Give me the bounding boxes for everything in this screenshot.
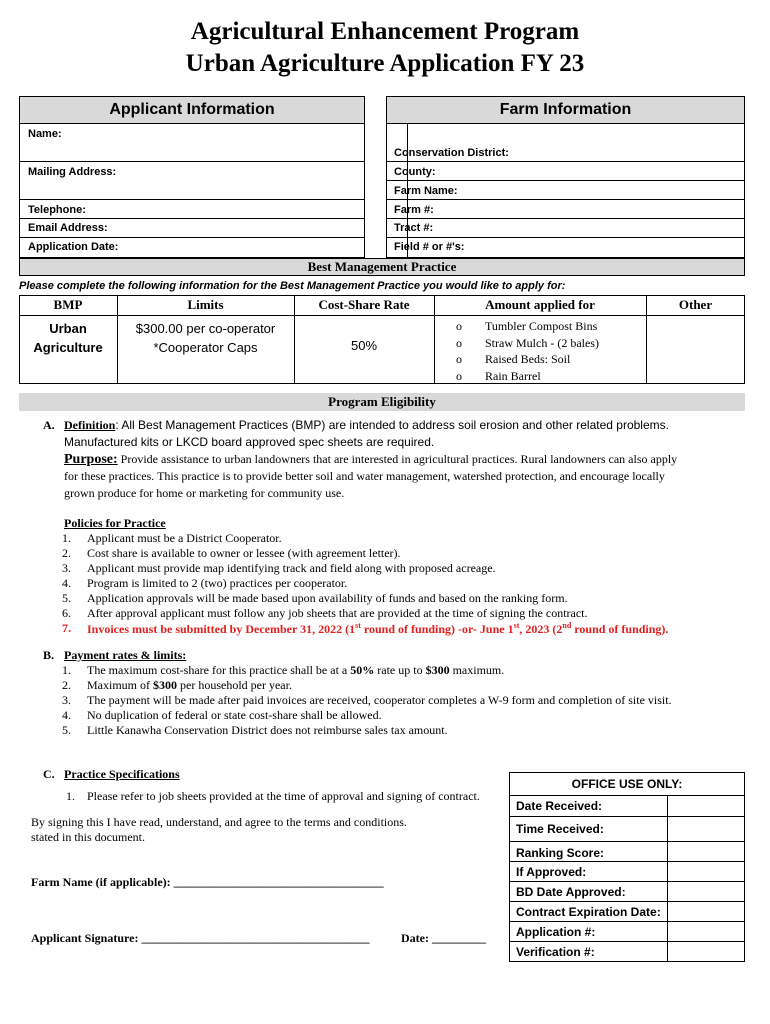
col-cost-share-rate: Cost-Share Rate: [318, 297, 410, 312]
signature-date-field[interactable]: Date: _________: [401, 931, 486, 945]
bmp-limits: [117, 319, 294, 357]
col-other: Other: [678, 297, 713, 312]
farm-name-label: Farm Name:: [394, 185, 458, 197]
applicant-info-header: Applicant Information: [19, 96, 365, 124]
bmp-instruction: Please complete the following information for the Best Management Practice you would like to apply for:: [19, 280, 566, 292]
section-b-letter: B.: [43, 648, 55, 662]
form-title: Agricultural Enhancement Program: [190, 18, 580, 45]
amount-option[interactable]: o Raised Beds: Soil: [456, 352, 571, 366]
county-label: County:: [394, 166, 436, 178]
amount-option[interactable]: o Straw Mulch - (2 bales): [456, 335, 599, 350]
policies-label: Policies for Practice: [64, 516, 166, 530]
payment-item: The payment will be made after paid invoices are received, cooperator completes a W-9 form and completion of site visit.: [87, 693, 672, 707]
purpose-label: Purpose:: [64, 452, 118, 467]
eligibility-header: Program Eligibility: [19, 393, 745, 411]
farm-number-label: Farm #:: [394, 204, 434, 216]
form-subtitle: Urban Agriculture Application FY 23: [185, 50, 585, 77]
col-bmp: BMP: [53, 297, 83, 312]
office-verification-number: Verification #:: [516, 945, 595, 959]
payment-item: Maximum of $300 per household per year.: [87, 678, 292, 692]
bmp-header: Best Management Practice: [19, 258, 745, 276]
bmp-name: [19, 319, 117, 357]
farm-name-signature-field[interactable]: Farm Name (if applicable): ___________________________________: [31, 875, 384, 889]
policy-item: Applicant must provide map identifying track and field along with proposed acreage.: [87, 561, 496, 575]
signing-text1: By signing this I have read, understand, and agree to the terms and conditions.: [31, 815, 407, 829]
office-bd-date-approved: BD Date Approved:: [516, 885, 626, 899]
amount-option[interactable]: o Tumbler Compost Bins: [456, 319, 598, 333]
farm-info-header: Farm Information: [386, 96, 745, 124]
payment-item: Little Kanawha Conservation District does not reimburse sales tax amount.: [87, 723, 448, 737]
office-if-approved: If Approved:: [516, 865, 587, 879]
signing-text2: stated in this document.: [31, 830, 145, 844]
definition-label: Definition: [64, 418, 116, 432]
amount-option[interactable]: o Rain Barrel: [456, 368, 541, 383]
office-time-received: Time Received:: [516, 822, 604, 836]
policy-item: Application approvals will be made based upon availability of funds and based on the ranking form.: [87, 591, 568, 605]
application-date-label: Application Date:: [28, 241, 119, 253]
conservation-district-label: Conservation District:: [394, 147, 509, 159]
office-use-header: OFFICE USE ONLY:: [571, 777, 683, 791]
practice-specs-label: Practice Specifications: [64, 767, 180, 781]
email-label: Email Address:: [28, 222, 108, 234]
office-ranking-score: Ranking Score:: [516, 846, 605, 860]
col-amount-applied: Amount applied for: [485, 297, 595, 312]
bmp-limit-line2: *Cooperator Caps: [153, 340, 258, 355]
definition-line2: Manufactured kits or LKCD board approved spec sheets are required.: [64, 435, 435, 449]
section-a-letter: A.: [43, 418, 55, 432]
definition-line: Definition: All Best Management Practices (BMP) are intended to address soil erosion and other related problems.: [64, 418, 669, 432]
mailing-address-label: Mailing Address:: [28, 166, 117, 178]
office-contract-expiration: Contract Expiration Date:: [516, 905, 661, 919]
payment-label: Payment rates & limits:: [64, 648, 187, 662]
purpose-line3: grown produce for home or marketing for community use.: [64, 486, 345, 500]
section-c-letter: C.: [43, 767, 55, 781]
bmp-limit-line1: $300.00 per co-operator: [135, 321, 276, 336]
policy-item-deadline: Invoices must be submitted by December 31, 2022 (1st round of funding) -or- June 1st, 2023 (2nd round of funding).: [87, 621, 669, 636]
policy-item: Program is limited to 2 (two) practices per cooperator.: [87, 576, 348, 590]
applicant-signature-field[interactable]: Applicant Signature: ______________________________________: [31, 931, 370, 945]
tract-number-label: Tract #:: [394, 222, 434, 234]
bmp-rate: 50%: [350, 338, 378, 353]
payment-item: The maximum cost-share for this practice shall be at a 50% rate up to $300 maximum.: [87, 663, 505, 677]
bmp-name-line2: Agriculture: [33, 340, 103, 355]
policy-item: After approval applicant must follow any job sheets that are provided at the time of signing the contract.: [87, 606, 588, 620]
field-number-label: Field # or #'s:: [394, 241, 465, 253]
col-limits: Limits: [187, 297, 224, 312]
policy-item: Applicant must be a District Cooperator.: [87, 531, 282, 545]
spec-item: Please refer to job sheets provided at the time of approval and signing of contract.: [87, 789, 480, 803]
purpose-line2: for these practices. This practice is to provide better soil and water management, watershed protection, and encourage locally: [64, 469, 665, 483]
bmp-name-line1: Urban: [49, 321, 87, 336]
policy-item: Cost share is available to owner or lessee (with agreement letter).: [87, 546, 401, 560]
name-label: Name:: [28, 128, 62, 140]
payment-item: No duplication of federal or state cost-share shall be allowed.: [87, 708, 382, 722]
purpose-line: Purpose: Provide assistance to urban landowners that are interested in agricultural practices. Rural landowners can also apply: [64, 452, 678, 467]
telephone-label: Telephone:: [28, 204, 86, 216]
amount-options: [456, 318, 599, 384]
office-application-number: Application #:: [516, 925, 596, 939]
office-date-received: Date Received:: [516, 799, 603, 813]
